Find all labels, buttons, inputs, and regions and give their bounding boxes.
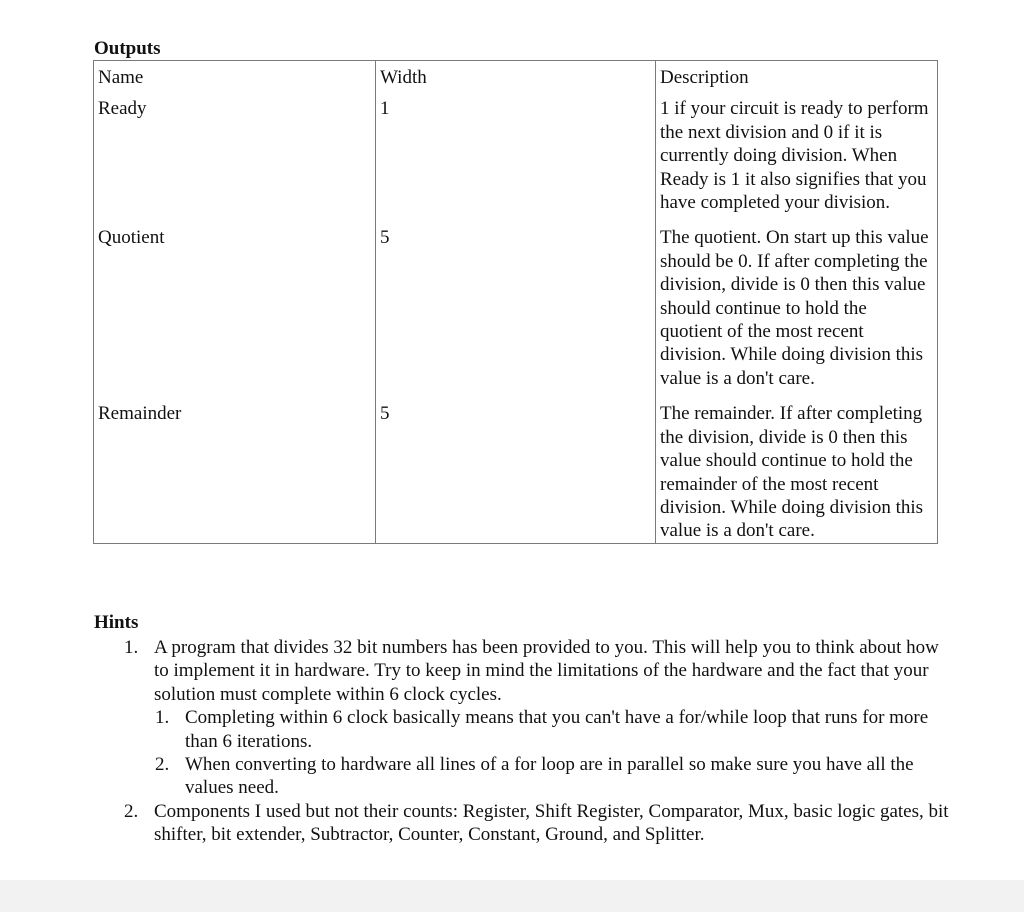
- row-description: The quotient. On start up this value should be 0. If after completing the division, divide is 0 then this value should continue to hold the quotient of the most recent division. While doing division this value is a don't care.: [656, 222, 938, 398]
- row-width: 5: [376, 222, 656, 398]
- subhint-number: 1.: [155, 707, 170, 729]
- header-width: Width: [376, 61, 656, 94]
- header-name: Name: [94, 61, 376, 94]
- page-bottom-edge: [0, 880, 1024, 912]
- subhint-item: [94, 706, 954, 753]
- hint-number: 1.: [124, 637, 139, 658]
- row-description: 1 if your circuit is ready to perform the next division and 0 if it is currently doing division. When Ready is 1 it also signifies that you have completed your division.: [656, 93, 938, 222]
- hint-text: A program that divides 32 bit numbers has been provided to you. This will help you to think about how to implement it in hardware. Try to keep in mind the limitations of the hardware and the fact that your solution must complete within 6 clock cycles.: [154, 637, 939, 705]
- header-description: Description: [656, 61, 938, 94]
- table-row: [94, 222, 938, 398]
- hint-text: Components I used but not their counts: Register, Shift Register, Comparator, Mux, basic logic gates, bit shifter, bit extender, Subtractor, Counter, Constant, Ground, and Splitter.: [154, 800, 949, 846]
- subhint-number: 2.: [155, 754, 170, 776]
- hint-item: [94, 636, 954, 800]
- row-width: 5: [376, 398, 656, 543]
- row-description: The remainder. If after completing the division, divide is 0 then this value should continue to hold the remainder of the most recent division. While doing division this value is a don't care.: [656, 398, 938, 543]
- outputs-table: [93, 60, 938, 544]
- subhint-text: When converting to hardware all lines of a for loop are in parallel so make sure you have all the values need.: [185, 754, 914, 799]
- row-width: 1: [376, 93, 656, 222]
- outputs-heading: Outputs: [94, 38, 161, 59]
- table-header-row: [94, 61, 938, 94]
- hint-item: [94, 800, 954, 847]
- row-name: Remainder: [94, 398, 376, 543]
- table-row: [94, 93, 938, 222]
- table-row: [94, 398, 938, 543]
- hints-heading: Hints: [94, 612, 139, 633]
- hint-number: 2.: [124, 800, 139, 822]
- hints-list: [94, 636, 954, 847]
- row-name: Ready: [94, 93, 376, 222]
- subhint-item: [94, 753, 954, 800]
- subhint-text: Completing within 6 clock basically means that you can't have a for/while loop that runs for more than 6 iterations.: [185, 707, 929, 752]
- row-name: Quotient: [94, 222, 376, 398]
